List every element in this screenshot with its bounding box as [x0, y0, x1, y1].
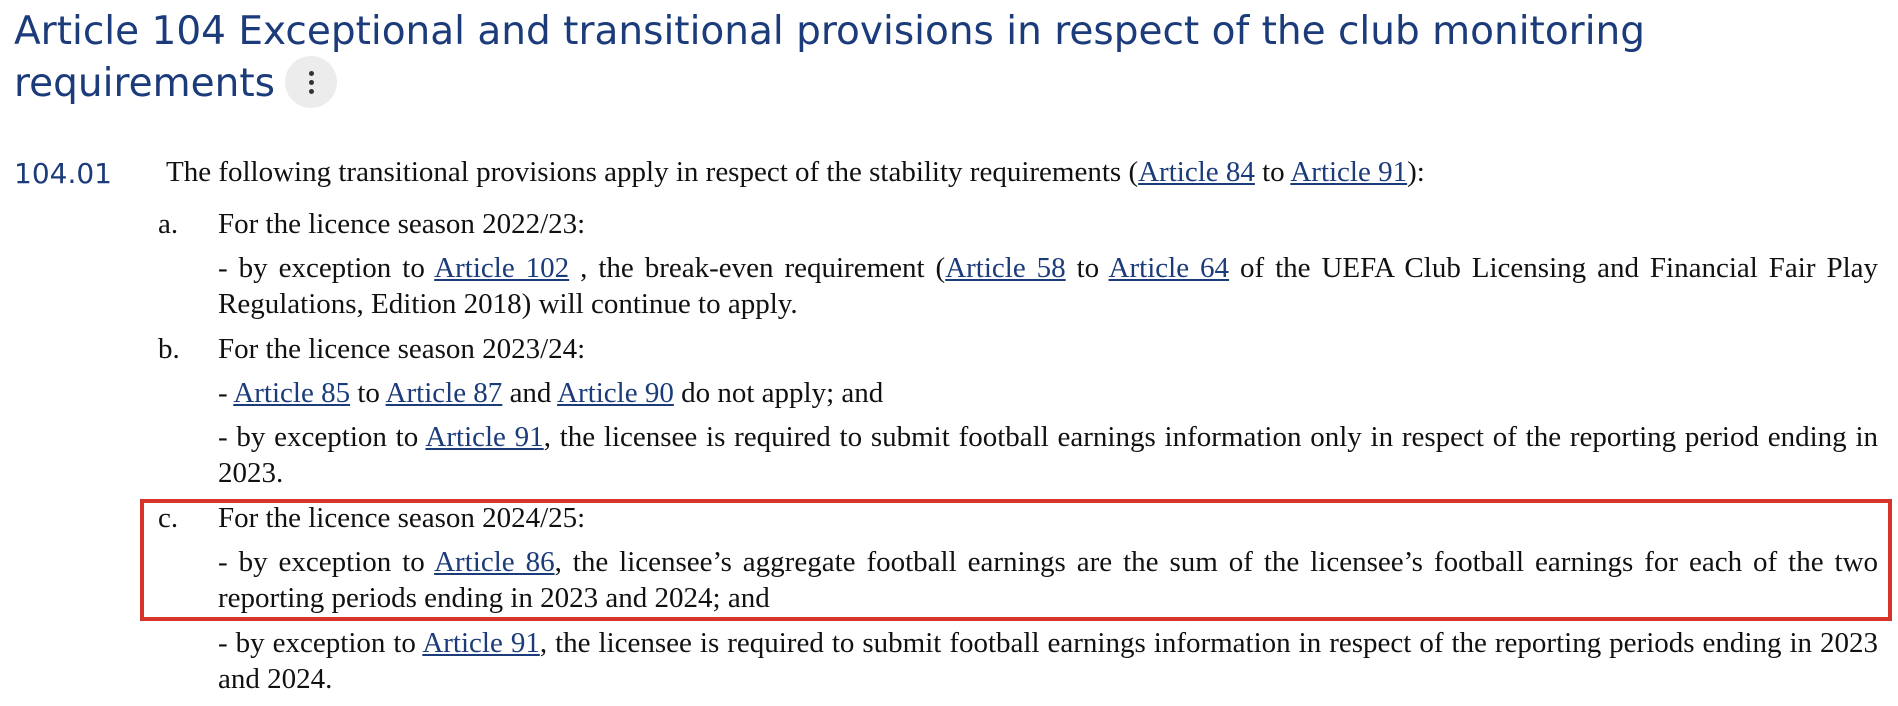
- link-article-102[interactable]: Article 102: [434, 252, 570, 284]
- link-article-64[interactable]: Article 64: [1108, 252, 1230, 284]
- item-b-heading: For the licence season 2023/24:: [218, 333, 586, 365]
- item-c-subitem-2: - by exception to Article 91, the licensee is required to submit football earnings information in respect of the reporting periods ending in 2023 and 2024.: [218, 627, 1879, 695]
- item-c-marker: c.: [158, 502, 179, 534]
- item-b-marker: b.: [158, 333, 180, 365]
- link-article-87[interactable]: Article 87: [385, 377, 503, 409]
- article-title-text: Article 104 Exceptional and transitional provisions in respect of the club monitoring requirements: [14, 9, 1646, 106]
- item-b-subitem-1: - Article 85 to Article 87 and Article 90 do not apply; and: [218, 377, 884, 409]
- link-article-58[interactable]: Article 58: [945, 252, 1066, 284]
- link-article-86[interactable]: Article 86: [434, 546, 555, 578]
- item-c-heading: For the licence season 2024/25:: [218, 502, 586, 534]
- item-a-marker: a.: [158, 208, 179, 240]
- article-title: [14, 6, 1874, 112]
- link-article-90[interactable]: Article 90: [557, 377, 674, 409]
- item-a-heading: For the licence season 2022/23:: [218, 208, 586, 240]
- item-c-subitem-1: - by exception to Article 86, the licensee’s aggregate football earnings are the sum of the licensee’s football earnings for each of the two reporting periods ending in 2023 and 2024; and: [218, 546, 1879, 614]
- link-article-84[interactable]: Article 84: [1138, 156, 1255, 188]
- link-article-91[interactable]: Article 91: [422, 627, 540, 659]
- item-b-subitem-2: - by exception to Article 91, the licensee is required to submit football earnings information only in respect of the reporting period ending in 2023.: [218, 421, 1879, 489]
- item-a-subitem-1: - by exception to Article 102 , the break-even requirement (Article 58 to Article 64 of the UEFA Club Licensing and Financial Fair Play Regulations, Edition 2018) will continue to apply.: [218, 252, 1879, 320]
- more-options-icon: [309, 71, 314, 76]
- link-article-85[interactable]: Article 85: [233, 377, 351, 409]
- link-article-91[interactable]: Article 91: [425, 421, 544, 453]
- more-options-button[interactable]: [285, 56, 337, 108]
- link-article-91[interactable]: Article 91: [1290, 156, 1408, 188]
- paragraph-number: 104.01: [14, 157, 112, 190]
- paragraph-lead: The following transitional provisions apply in respect of the stability requirements (Article 84 to Article 91):: [166, 156, 1425, 188]
